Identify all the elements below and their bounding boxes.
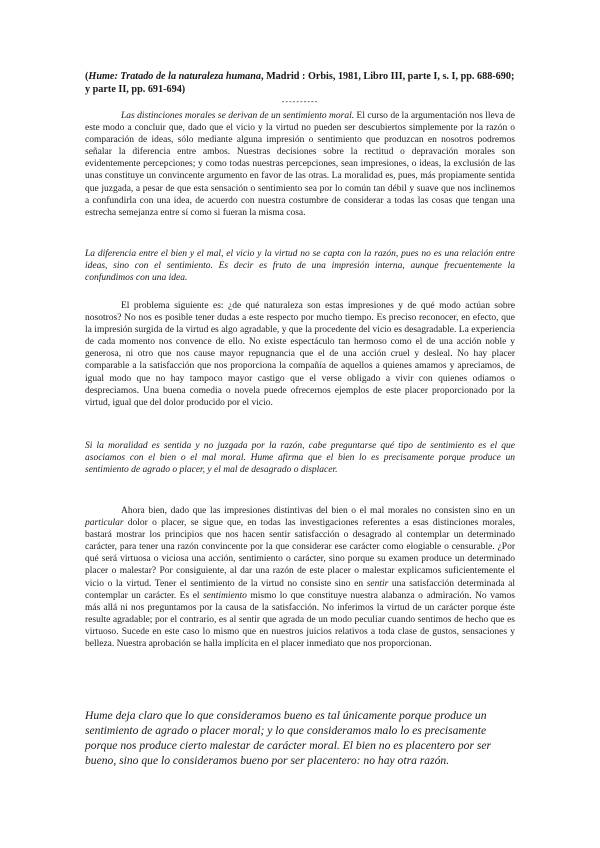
citation-details: , Madrid : Orbis, 1981, Libro III, parte I, s. I, pp. 688-690; y parte II, pp. 691-694) (85, 71, 515, 95)
paragraph-3 (85, 505, 515, 650)
paragraph-2: El problema siguiente es: ¿de qué naturaleza son estas impresiones y de qué modo actúan sobre nosotros? No nos es posible tener dudas a este respecto por mucho tiempo. Es preciso reconocer, en efecto, que la impresión surgida de la virtud es algo agradable, y que la procedente del vicio es desagradable. La experiencia de cada momento nos convence de ello. No existe espectáculo tan hermoso como el de una acción noble y generosa, ni otro que nos cause mayor repugnancia que el de una acción cruel y desleal. No hay placer comparable a la satisfacción que nos proporciona la compañía de aquellos a quienes amamos y apreciamos, de igual modo que no hay tampoco mayor castigo que el verse obligado a vivir con quienes odiamos o despreciamos. Una buena comedia o novela puede ofrecernos ejemplos de este placer proporcionado por la virtud, igual que del dolor producido por el vicio. (85, 301, 515, 408)
paragraph-1-heading: Las distinciones morales se derivan de un sentimiento moral. (121, 111, 355, 121)
paragraph-1 (85, 110, 515, 219)
source-citation (85, 70, 515, 96)
conclusion: Hume deja claro que lo que consideramos bueno es tal únicamente porque produce un sentimiento de agrado o placer moral; y lo que consideramos malo lo es precisamente porque nos produce cierto malestar de carácter moral. El bien no es placentero por ser bueno, sino que lo consideramos bueno por ser placentero: no hay otra razón. (85, 709, 492, 767)
commentary-2: Si la moralidad es sentida y no juzgada por la razón, cabe preguntarse qué tipo de sentimiento es el que asociamos con el bien o el mal moral. Hume afirma que el bien lo es precisamente porque produce un sentimiento de agrado o placer, y el mal de desagrado o displacer. (85, 441, 515, 476)
paragraph-3-text-d: mismo lo que constituye nuestra alabanza o admiración. No vamos más allá ni nos preguntamos por la causa de la satisfacción. No inferimos la virtud de un carácter porque éste resulte agradable; por el contrario, es al sentir que agrada de un modo peculiar cuando sentimos de hecho que es virtuoso. Sucede en este caso lo mismo que en nuestros juicios relativos a toda clase de gustos, sensaciones y belleza. Nuestra aprobación se halla implícita en el placer inmediato que nos proporcionan. (85, 590, 515, 650)
paragraph-3-emphasis-sentimiento: sentimiento (203, 590, 247, 601)
paragraph-3-text-c: una satisfacción determinada al contemplar un carácter. Es el (85, 578, 515, 601)
paragraph-3-text-a: Ahora bien, dado que las impresiones distintivas del bien o el mal morales no consisten sino en un (121, 506, 515, 516)
commentary-1: La diferencia entre el bien y el mal, el vicio y la virtud no se capta con la razón, pues no es una relación entre ideas, sino con el sentimiento. Es decir es fruto de una impresión interna, aunque frecuentemente la confundimos con una idea. (85, 249, 515, 284)
citation-title: Tratado de la naturaleza humana (120, 71, 261, 82)
paragraph-3-emphasis-particular: particular (85, 518, 124, 529)
separator: ---------- (281, 97, 319, 106)
citation-open: ( (85, 71, 89, 82)
paragraph-3-text-b: dolor o placer, se sigue que, en todas las investigaciones referentes a esas distinciones morales, bastará mostrar los principios que nos hacen sentir satisfacción o desagrado al contemplar un determinado carácter, para tener una razón convincente por la que considerar ese carácter como elogiable o censurable. ¿Por qué será virtuosa o viciosa una acción, sentimiento o carácter, sino porque su examen produce un determinado placer o malestar? Por consiguiente, al dar una razón de este placer o malestar explicamos suficientemente el vicio o la virtud. Tener el sentimiento de la virtud no consiste sino en (85, 518, 515, 589)
citation-author: Hume: (88, 71, 118, 82)
paragraph-1-text: El curso de la argumentación nos lleva de este modo a concluir que, dado que el vicio y la virtud no pueden ser descubiertos simplemente por la razón o comparación de ideas, sólo mediante alguna impresión o sentimiento que produzcan en nosotros podremos señalar la diferencia entre ambos. Nuestras decisiones sobre la rectitud o depravación morales son evidentemente percepciones; y como todas nuestras percepciones, sean impresiones, o ideas, la exclusión de las unas constituye un convincente argumento en favor de las otras. La moralidad es, pues, más propiamente sentida que juzgada, a pesar de que esta sensación o sentimiento sea por lo común tan débil y suave que nos inclinemos a confundirla con una idea, de acuerdo con nuestra costumbre de considerar a todas las cosas que tengan una estrecha semejanza entre sí como si fueran la misma cosa. (85, 111, 515, 218)
paragraph-3-emphasis-sentir: sentir (366, 578, 389, 589)
